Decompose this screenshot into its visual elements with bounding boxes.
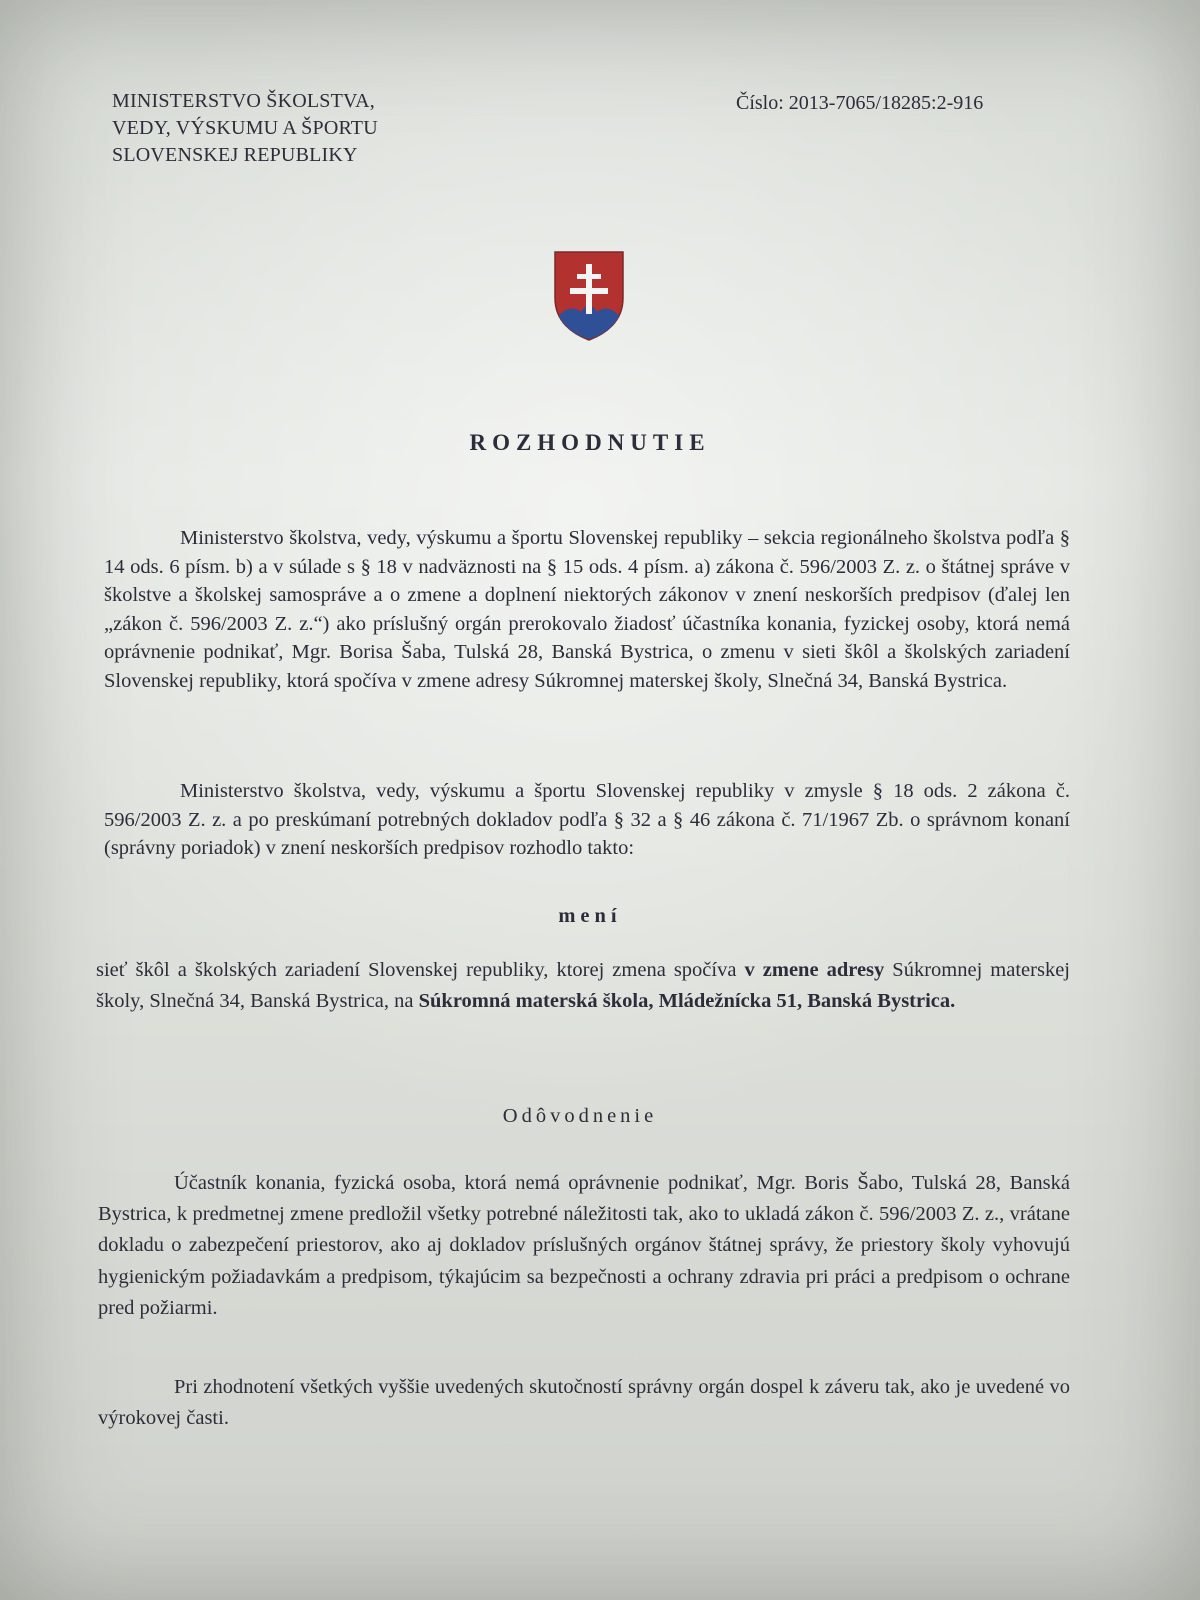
verdict-text-1: sieť škôl a školských zariadení Slovenskej republiky, ktorej zmena spočíva: [96, 959, 745, 981]
reasoning-heading: Odôvodnenie: [502, 1105, 658, 1127]
reasoning-paragraph: Účastník konania, fyzická osoba, ktorá nemá oprávnenie podnikať, Mgr. Boris Šabo, Tulská 28, Banská Bystrica, k predmetnej zmene predložil všetky potrebné náležitosti tak, ako to ukladá zákon č. 596/2003 Z. z., vrátane dokladu o zabezpečení priestorov, ako aj dokladov príslušných orgánov štátnej správy, že priestory školy vyhovujú hygienickým požiadavkám a predpisom, týkajúcim sa bezpečnosti a ochrany zdravia pri práci a predpisom o ochrane pred požiarmi.: [98, 1172, 1070, 1319]
ministry-line-1: MINISTERSTVO ŠKOLSTVA,: [112, 90, 375, 112]
conclusion-paragraph: Pri zhodnotení všetkých vyššie uvedených skutočností správny orgán dospel k záveru tak, ako je uvedené vo výrokovej časti.: [98, 1376, 1070, 1430]
intro-paragraph: Ministerstvo školstva, vedy, výskumu a športu Slovenskej republiky – sekcia regionálneho školstva podľa § 14 ods. 6 písm. b) a v súlade s § 18 v nadväznosti na § 15 ods. 4 písm. a) zákona č. 596/2003 Z. z. o štátnej správe v školstve a školskej samospráve a o zmene a doplnení niektorých zákonov v znení neskorších predpisov (ďalej len „zákon č. 596/2003 Z. z.“) ako príslušný orgán prerokovalo žiadosť účastníka konania, fyzickej osoby, ktorá nemá oprávnenie podnikať, Mgr. Borisa Šaba, Tulská 28, Banská Bystrica, o zmenu v sieti škôl a školských zariadení Slovenskej republiky, ktorá spočíva v zmene adresy Súkromnej materskej školy, Slnečná 34, Banská Bystrica.: [104, 527, 1070, 692]
verdict-heading: mení: [558, 905, 622, 927]
ministry-line-2: VEDY, VÝSKUMU A ŠPORTU: [112, 117, 378, 139]
verdict-paragraph: [96, 955, 1070, 1017]
ministry-line-3: SLOVENSKEJ REPUBLIKY: [112, 144, 358, 166]
reference-number: Číslo: 2013-7065/18285:2-916: [736, 92, 984, 114]
verdict-text-2: Súkromnej materskej školy, Slnečná 34, Banská Bystrica, na: [96, 959, 1070, 1012]
decision-paragraph: Ministerstvo školstva, vedy, výskumu a športu Slovenskej republiky v zmysle § 18 ods. 2 zákona č. 596/2003 Z. z. a po preskúmaní potrebných dokladov podľa § 32 a § 46 zákona č. 71/1967 Zb. o správnom konaní (správny poriadok) v znení neskorších predpisov rozhodlo takto:: [104, 780, 1070, 860]
verdict-bold-2: Súkromná materská škola, Mládežnícka 51, Banská Bystrica.: [418, 990, 956, 1012]
coat-of-arms-icon: [553, 250, 625, 342]
ministry-name: [112, 88, 378, 169]
document-title: ROZHODNUTIE: [469, 430, 711, 455]
verdict-bold-1: v zmene adresy: [744, 959, 885, 981]
